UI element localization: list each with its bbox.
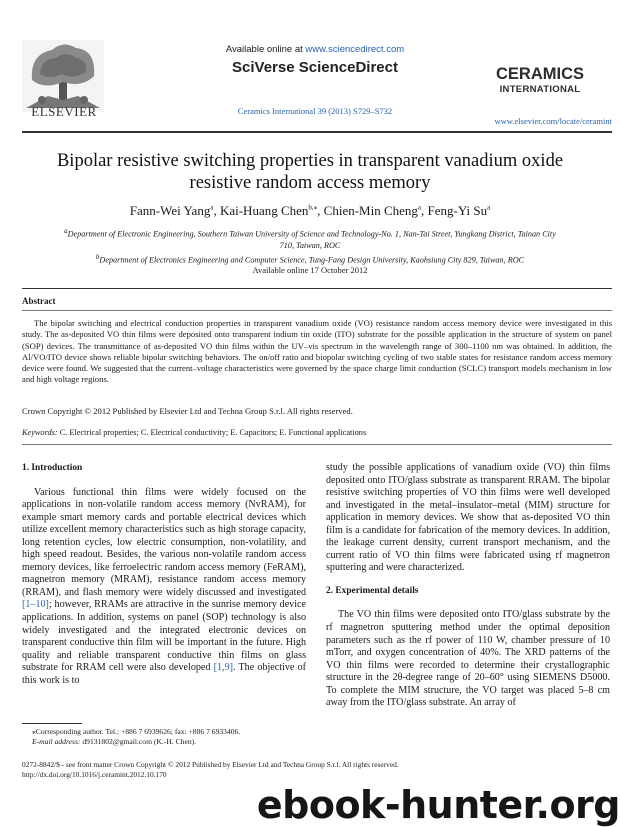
- available-online-line: [200, 44, 430, 55]
- doi-link[interactable]: http://dx.doi.org/10.1016/j.ceramint.2012.10.170: [22, 770, 167, 779]
- affiliation-a: $^a$Department of Electronic Engineering, Southern Taiwan University of Science and Technology-No. 1, Nan-Tai Street, Yungkang District, Tainan City 710, Taiwan, ROC: [64, 227, 556, 251]
- sciverse-logo: SciVerse ScienceDirect: [232, 59, 398, 76]
- section-heading-experimental: 2. Experimental details: [326, 585, 419, 596]
- journal-reference[interactable]: Ceramics International 39 (2013) S729–S732: [237, 106, 393, 116]
- author-sup[interactable]: b,⁎: [308, 203, 318, 212]
- abstract-heading-rule: [22, 310, 612, 311]
- author-sup[interactable]: a: [210, 203, 214, 212]
- article-title: Bipolar resistive switching properties in transparent vanadium oxide resistive random access memory: [56, 151, 564, 193]
- available-prefix: Available online at: [225, 44, 306, 55]
- corresponding-footnote: [22, 727, 312, 747]
- author-sup[interactable]: a: [487, 203, 491, 212]
- watermark-text: ebook-hunter.org: [256, 783, 620, 827]
- journal-logo-title: CERAMICS: [495, 65, 584, 83]
- section-heading-introduction: 1. Introduction: [22, 463, 83, 473]
- sciencedirect-link[interactable]: www.sciencedirect.com: [305, 44, 405, 55]
- body-column-right: [326, 462, 610, 710]
- author-name: Fann-Wei Yang: [129, 203, 211, 218]
- keywords-list: C. Electrical properties; C. Electrical conductivity; E. Capacitors; E. Functional applications: [59, 428, 367, 437]
- author-list: Fann-Wei Yang$^a$, Kai-Huang Chen$^{b,⁎}$, Chien-Min Cheng$^a$, Feng-Yi Su$^a$: [129, 203, 491, 218]
- footnote-rule: [22, 723, 82, 724]
- affiliation-b: $^b$Department of Electronics Engineering and Computer Science, Tung-Fang Design University, Kaohsiung City 829, Taiwan, ROC: [95, 252, 525, 265]
- keywords: [22, 428, 366, 437]
- header-divider: [22, 131, 612, 133]
- keywords-label: Keywords:: [22, 428, 58, 437]
- introduction-continued: study the possible applications of vanadium oxide (VO) thin films deposited onto ITO/glass substrate as transparent RRAM. The bipolar resistive switching properties of VO thin films were well developed and investigated in the metal–insulator–metal (MIM) structure for application in memory devices. We show that as-deposited VO thin film is a candidate for fabrication of the memory devices. In addition, the leakage current density, current transport mechanism, and the current ratio of VO thin films were fabricated using rf magnetron sputtering and were characterized.: [326, 462, 610, 574]
- abstract-copyright: Crown Copyright © 2012 Published by Elsevier Ltd and Techna Group S.r.l. All rights reserved.: [22, 406, 353, 416]
- citation-link[interactable]: [1–10]: [22, 599, 49, 611]
- affiliations: [60, 226, 560, 266]
- abstract-heading: Abstract: [22, 296, 56, 306]
- author-name: Kai-Huang Chen: [219, 203, 309, 218]
- journal-logo-subtitle: INTERNATIONAL: [499, 84, 581, 95]
- elsevier-tree-logo: [22, 40, 104, 112]
- abstract-text: The bipolar switching and electrical conduction properties in transparent vanadium oxide (VO) resistance random access memory device were investigated in this study. The as-deposited VO thin films were deposited onto transparent indium tin oxide (ITO) substrate for the possible application in the structure of system on panel (SOP) devices. The transmittance of as-deposited VO thin films within the UV–vis spectrum in the wavelength range of 300–1100 nm was obtained. In addition, the Al/VO/ITO device shows reliable bipolar switching behaviors. The on/off ratio and biopolar switching cycling of two stable states for resistance random access memory device were found. We suggested that the current–voltage characteristics were governed by the space charge limit conduction (SCLC) transport models mechanism in low and high voltage regions.: [22, 318, 612, 385]
- issn-block: [22, 760, 612, 780]
- author-name: Feng-Yi Su: [427, 203, 488, 218]
- available-online-date: Available online 17 October 2012: [252, 265, 368, 275]
- abstract-bottom-rule: [22, 444, 612, 445]
- email-line: E-mail address: d9131802@gmail.com (K.-H. Chen).: [32, 737, 197, 746]
- body-column-left: [22, 462, 306, 687]
- corresponding-author-line: ⁎Corresponding author. Tel.: +886 7 6939626; fax: +886 7 6933406.: [32, 727, 241, 736]
- citation-link[interactable]: [1,9]: [213, 662, 233, 674]
- issn-line: 0272-8842/$ - see front matter Crown Copyright © 2012 Published by Elsevier Ltd and Techna Group S.r.l. All rights reserved.: [22, 760, 399, 769]
- publisher-name: ELSEVIER: [31, 104, 97, 119]
- introduction-paragraph: Various functional thin films were widely focused on the applications in non-volatile random access memory (NvRAM), for example smart memory cards and portable electrical devices which utilize excellent memory characteristics such as high storage capacity, long retention cycles, low electric consumption, non-volatility, and high speed readout. Besides, the various non-volatile random access memory devices, like ferroelectric random access memory (FeRAM), magnetron memory (MRAM), resistance random access memory (RRAM), and flash memory were widely discussed and investigated [1–10]; however, RRAMs are attractive in the sunrise memory device applications. In addition, systems on panel (SOP) technology is also widely investigated and the integrated electronic devices on transparent conductive thin film will be important in the future. High quality and reliable transparent conductive thin films on glass substrate for RRAM cell were also developed [1,9]. The objective of this work is to: [22, 486, 306, 686]
- experimental-paragraph: The VO thin films were deposited onto ITO/glass substrate by the rf magnetron sputtering method under the optimal deposition parameters such as the rf power of 110 W, chamber pressure of 10 mTorr, and oxygen concentration of 40%. The XRD patterns of the VO thin films were recorded to determine their crystallographic structure in the 2θ-degree range of 20–60° using SIEMENS D5000. To complete the MIM structure, the VO target was placed 5–8 cm away from the ITO/glass substrate. An array of: [326, 609, 610, 709]
- email-address[interactable]: d9131802@gmail.com (K.-H. Chen).: [82, 737, 197, 746]
- journal-url-link[interactable]: www.elsevier.com/locate/ceramint: [494, 116, 612, 126]
- author-name: Chien-Min Cheng: [323, 203, 418, 218]
- abstract-top-rule: [22, 288, 612, 289]
- author-sup[interactable]: a: [417, 203, 422, 212]
